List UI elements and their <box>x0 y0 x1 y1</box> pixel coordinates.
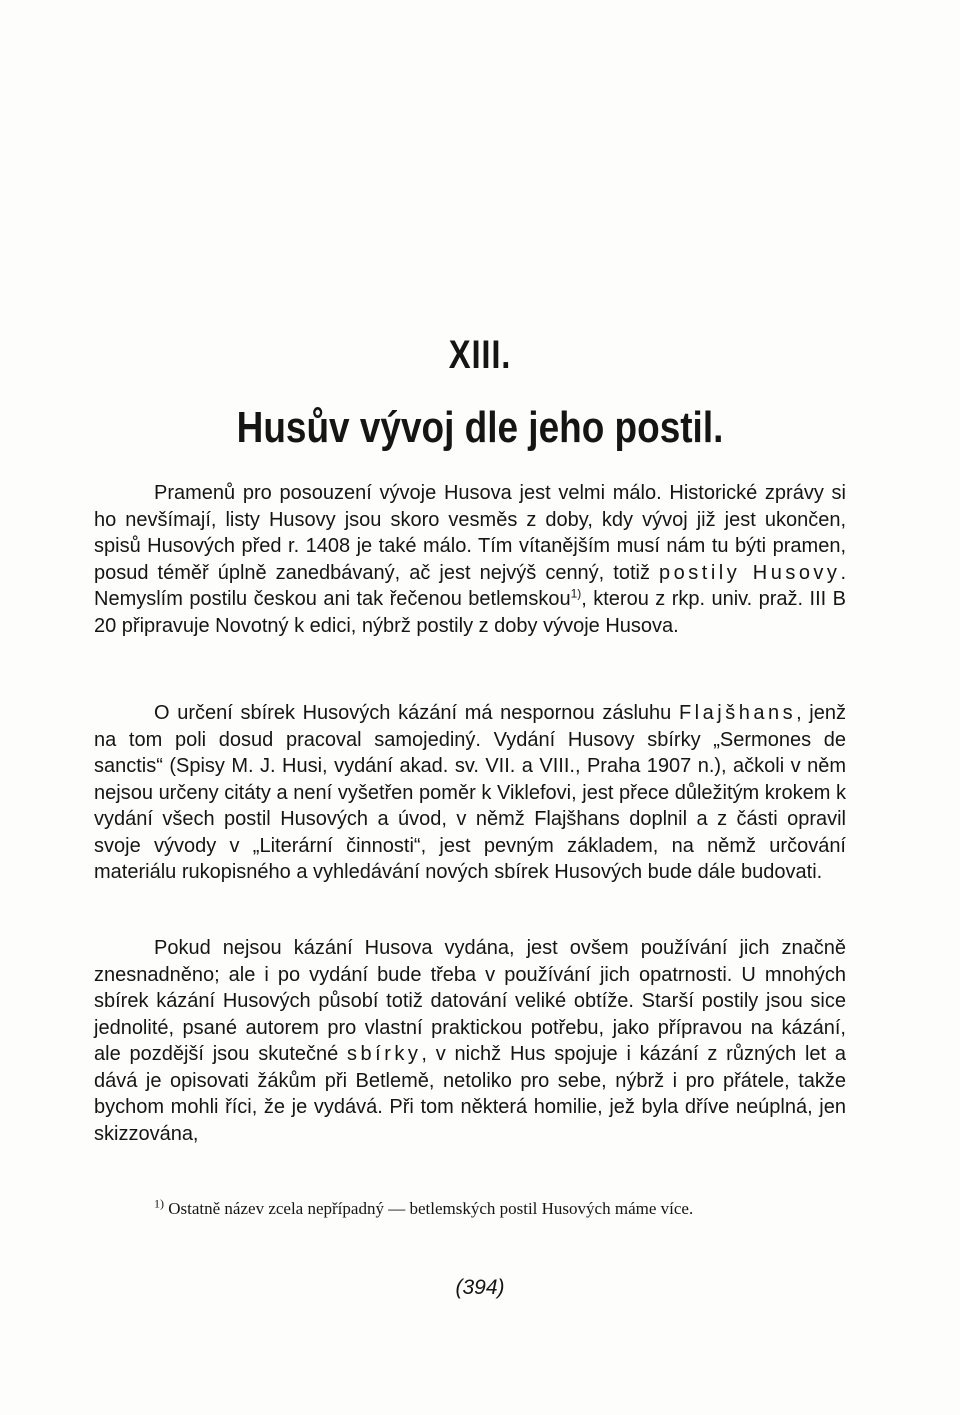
spaced-term-sbirky: sbírky <box>347 1043 422 1065</box>
paragraph-1-text-a: Pramenů pro posouzení vývoje Husova jest velmi málo. Historické zprávy si ho nevšímají, listy Husovy jsou skoro vesměs z doby, kdy vývoj již jest ukončen, spisů Husových před r. 1408 je také málo. Tím vítanějším musí nám tu býti pramen, posud téměř úplně zanedbávaný, ač jest nejvýš cenný, totiž <box>94 482 846 584</box>
paragraph-3-text-a: Pokud nejsou kázání Husova vydána, jest ovšem používání jich značně znesnadněno; ale i po vydání bude třeba v používání jich opatrnosti. U mnohých sbírek kázání Husových působí totiž datování veliké obtíže. Starší postily jsou sice jednolité, psané autorem pro vlastní praktickou potřebu, jako přípravou na kázání, ale pozdější jsou skutečné <box>94 937 846 1065</box>
footnote-marker: 1) <box>154 1196 164 1211</box>
spaced-term-postily-husovy: postily Husovy <box>659 561 841 584</box>
paragraph-2 <box>94 700 846 886</box>
footnote-text: Ostatně název zcela nepřípadný — betlemských postil Husových máme více. <box>164 1199 694 1218</box>
footnote-reference: 1) <box>570 586 582 601</box>
paragraph-1-text-d: , kterou z rkp. univ. praž. III B 20 připravuje Novotný k edici, nýbrž postily z doby vývoje Husova. <box>94 588 846 637</box>
paragraph-1-text-c: . Nemyslím postilu českou ani tak řečenou betlemskou <box>94 561 846 610</box>
footnote <box>94 1197 846 1221</box>
chapter-title: Husův vývoj dle jeho postil. <box>236 403 724 452</box>
page-number: (394) <box>455 1276 505 1299</box>
chapter-number: XIII. <box>448 333 512 377</box>
paragraph-1 <box>94 480 846 639</box>
paragraph-2-text-a: O určení sbírek Husových kázání má nespornou zásluhu <box>154 702 679 724</box>
paragraph-3 <box>94 935 846 1147</box>
paragraph-2-text-c: , jenž na tom poli dosud pracoval samojediný. Vydání Husovy sbírky „Sermones de sanctis“ (Spisy M. J. Husi, vydání akad. sv. VII. a VIII., Praha 1907 n.), ačkoli v něm nejsou určeny citáty a není vyšetřen poměr k Viklefovi, jest přece důležitým krokem k vydání všech postil Husových a úvod, v němž Flajšhans doplnil a z části opravil svoje vývody v „Literární činnosti“, jest pevným základem, na němž určování materiálu rukopisného a vyhledávání nových sbírek Husových bude dále budovati. <box>94 702 846 883</box>
spaced-name-flajshans: Flajšhans <box>678 702 797 724</box>
paragraph-3-text-c: , v nichž Hus spojuje i kázání z různých let a dává je opisovati žákům při Betlemě, netoliko pro sebe, nýbrž i pro přátele, takže bychom mohli říci, že je vydává. Při tom některá homilie, jež byla dříve neúplná, jen skizzována, <box>94 1043 846 1145</box>
